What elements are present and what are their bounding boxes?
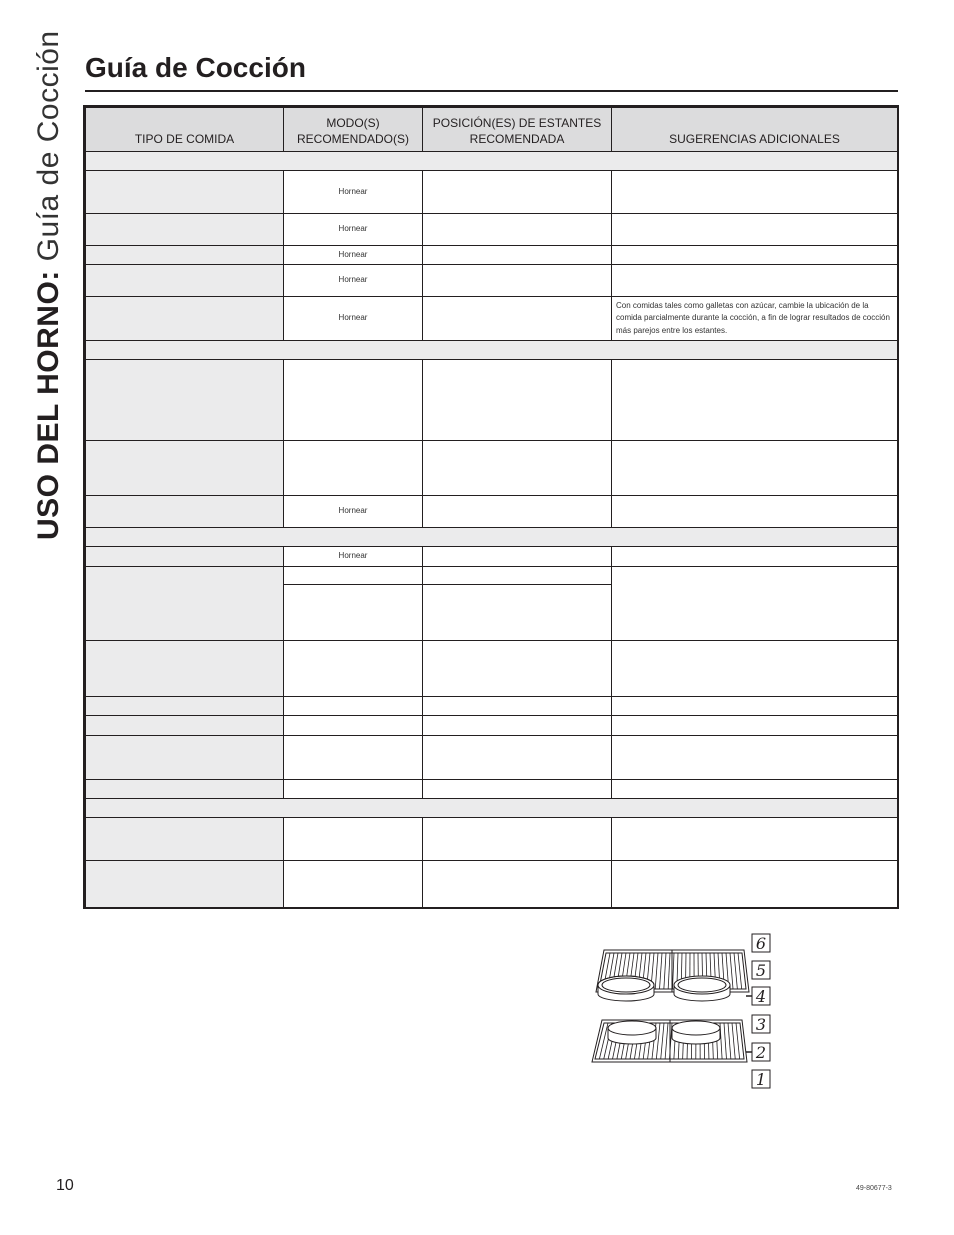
rack-cell	[423, 585, 612, 641]
rack-cell	[423, 567, 612, 585]
table-row	[86, 861, 898, 908]
tips-cell	[612, 736, 898, 780]
rack-cell	[423, 641, 612, 697]
side-title-bold: USO DEL HORNO:	[32, 270, 65, 540]
tips-cell	[612, 641, 898, 697]
rack-cell	[423, 496, 612, 528]
rack-wire	[724, 1023, 726, 1059]
tips-cell	[612, 246, 898, 265]
mode-cell	[284, 641, 423, 697]
rack-cell	[423, 441, 612, 496]
side-title-light: Guía de Cocción	[32, 30, 65, 262]
section-row	[86, 341, 898, 360]
mode-cell: Hornear	[284, 265, 423, 297]
tips-cell	[612, 441, 898, 496]
header-rack-position: POSICIÓN(ES) DE ESTANTES RECOMENDADA	[423, 108, 612, 152]
table-row	[86, 360, 898, 441]
table-row	[86, 496, 898, 528]
tips-cell-cookies: Con comidas tales como galletas con azúcar, cambie la ubicación de la comida parcialmente durante la cocción, a fin de lograr resultados de cocción más parejos entre los estantes.	[612, 297, 898, 341]
food-type-cell	[86, 716, 284, 736]
tips-cell	[612, 496, 898, 528]
rack-cell	[423, 214, 612, 246]
table-row	[86, 697, 898, 716]
table-row	[86, 171, 898, 214]
rack-cell	[423, 246, 612, 265]
oven-rack-diagram	[584, 930, 774, 1090]
mode-cell: Hornear	[284, 547, 423, 567]
food-type-cell	[86, 171, 284, 214]
rack-wire	[656, 1023, 660, 1059]
food-type-cell	[86, 246, 284, 265]
page-title: Guía de Cocción	[85, 52, 306, 83]
side-section-title	[33, 30, 65, 540]
section-header	[86, 341, 898, 360]
mode-cell	[284, 780, 423, 799]
rack-wire	[732, 1023, 735, 1059]
rack-wire	[736, 1023, 740, 1059]
section-header	[86, 152, 898, 171]
table-row	[86, 246, 898, 265]
cooking-guide-table	[83, 105, 899, 909]
section-header	[86, 799, 898, 818]
section-row	[86, 152, 898, 171]
rack-cell	[423, 861, 612, 908]
mode-cell	[284, 567, 423, 585]
food-type-cell	[86, 736, 284, 780]
header-additional-tips: SUGERENCIAS ADICIONALES	[612, 108, 898, 152]
mode-cell	[284, 861, 423, 908]
mode-cell	[284, 585, 423, 641]
food-type-cell	[86, 265, 284, 297]
food-type-cell	[86, 861, 284, 908]
tips-cell	[612, 716, 898, 736]
rack-cell	[423, 547, 612, 567]
table-row	[86, 441, 898, 496]
food-type-cell	[86, 214, 284, 246]
mode-cell	[284, 736, 423, 780]
tips-cell	[612, 818, 898, 861]
tips-cell	[612, 360, 898, 441]
svg-text:4: 4	[755, 987, 767, 1006]
table-row	[86, 818, 898, 861]
rack-label-6	[752, 934, 770, 953]
rack-wire	[728, 1023, 731, 1059]
mode-cell	[284, 697, 423, 716]
section-row	[86, 799, 898, 818]
table-row	[86, 736, 898, 780]
svg-text:6: 6	[755, 934, 767, 953]
mode-cell: Hornear	[284, 496, 423, 528]
rack-label-2	[752, 1043, 770, 1062]
table-row	[86, 297, 898, 341]
table-row	[86, 641, 898, 697]
header-row	[86, 108, 898, 152]
rack-wire	[730, 953, 733, 989]
food-type-cell	[86, 780, 284, 799]
rack-cell	[423, 171, 612, 214]
food-type-cell	[86, 567, 284, 641]
food-type-cell	[86, 496, 284, 528]
rack-wire	[738, 953, 742, 989]
svg-text:5: 5	[755, 961, 767, 980]
rack-cell	[423, 716, 612, 736]
rack-label-1	[752, 1070, 770, 1089]
rack-wire	[734, 953, 737, 989]
rack-wire	[665, 1023, 668, 1059]
rack-wire	[660, 953, 662, 989]
table-row	[86, 716, 898, 736]
rack-wire	[661, 1023, 664, 1059]
tips-cell	[612, 780, 898, 799]
rack-wire	[655, 953, 658, 989]
rack-label-3	[752, 1015, 770, 1034]
rack-wire	[664, 953, 666, 989]
food-type-cell	[86, 360, 284, 441]
tips-cell	[612, 697, 898, 716]
mode-cell	[284, 441, 423, 496]
rack-cell	[423, 780, 612, 799]
header-recommended-mode: MODO(S) RECOMENDADO(S)	[284, 108, 423, 152]
rack-cell	[423, 297, 612, 341]
rack-cell	[423, 818, 612, 861]
svg-text:2: 2	[755, 1043, 767, 1062]
mode-cell: Hornear	[284, 297, 423, 341]
section-header	[86, 528, 898, 547]
table-row	[86, 265, 898, 297]
table-row	[86, 547, 898, 567]
food-type-cell	[86, 641, 284, 697]
title-divider	[85, 90, 898, 92]
food-type-cell	[86, 697, 284, 716]
table-row	[86, 780, 898, 799]
rack-label-4	[752, 987, 770, 1006]
document-id: 49-80677-3	[856, 1185, 892, 1192]
rack-label-5	[752, 961, 770, 980]
mode-cell: Hornear	[284, 214, 423, 246]
mode-cell	[284, 360, 423, 441]
food-type-cell	[86, 818, 284, 861]
rack-cell	[423, 360, 612, 441]
tips-cell	[612, 171, 898, 214]
rack-cell	[423, 697, 612, 716]
table-row	[86, 214, 898, 246]
rack-wire	[599, 1023, 608, 1059]
food-type-cell	[86, 441, 284, 496]
food-type-cell	[86, 297, 284, 341]
food-type-cell	[86, 547, 284, 567]
rack-leader-lines	[746, 996, 752, 1052]
rack-cell	[423, 736, 612, 780]
tips-cell	[612, 861, 898, 908]
tips-cell	[612, 547, 898, 567]
rack-cell	[423, 265, 612, 297]
mode-cell	[284, 716, 423, 736]
header-food-type: TIPO DE COMIDA	[86, 108, 284, 152]
section-row	[86, 528, 898, 547]
cooking-guide-grid	[85, 107, 898, 908]
svg-text:1: 1	[755, 1070, 767, 1089]
tips-cell	[612, 567, 898, 641]
rack-wire	[668, 953, 670, 989]
page-number: 10	[56, 1177, 74, 1194]
mode-cell: Hornear	[284, 171, 423, 214]
mode-cell: Hornear	[284, 246, 423, 265]
svg-text:3: 3	[755, 1015, 767, 1034]
tips-cell	[612, 214, 898, 246]
tips-cell	[612, 265, 898, 297]
table-row	[86, 567, 898, 585]
mode-cell	[284, 818, 423, 861]
rack-level-labels	[752, 934, 770, 1089]
